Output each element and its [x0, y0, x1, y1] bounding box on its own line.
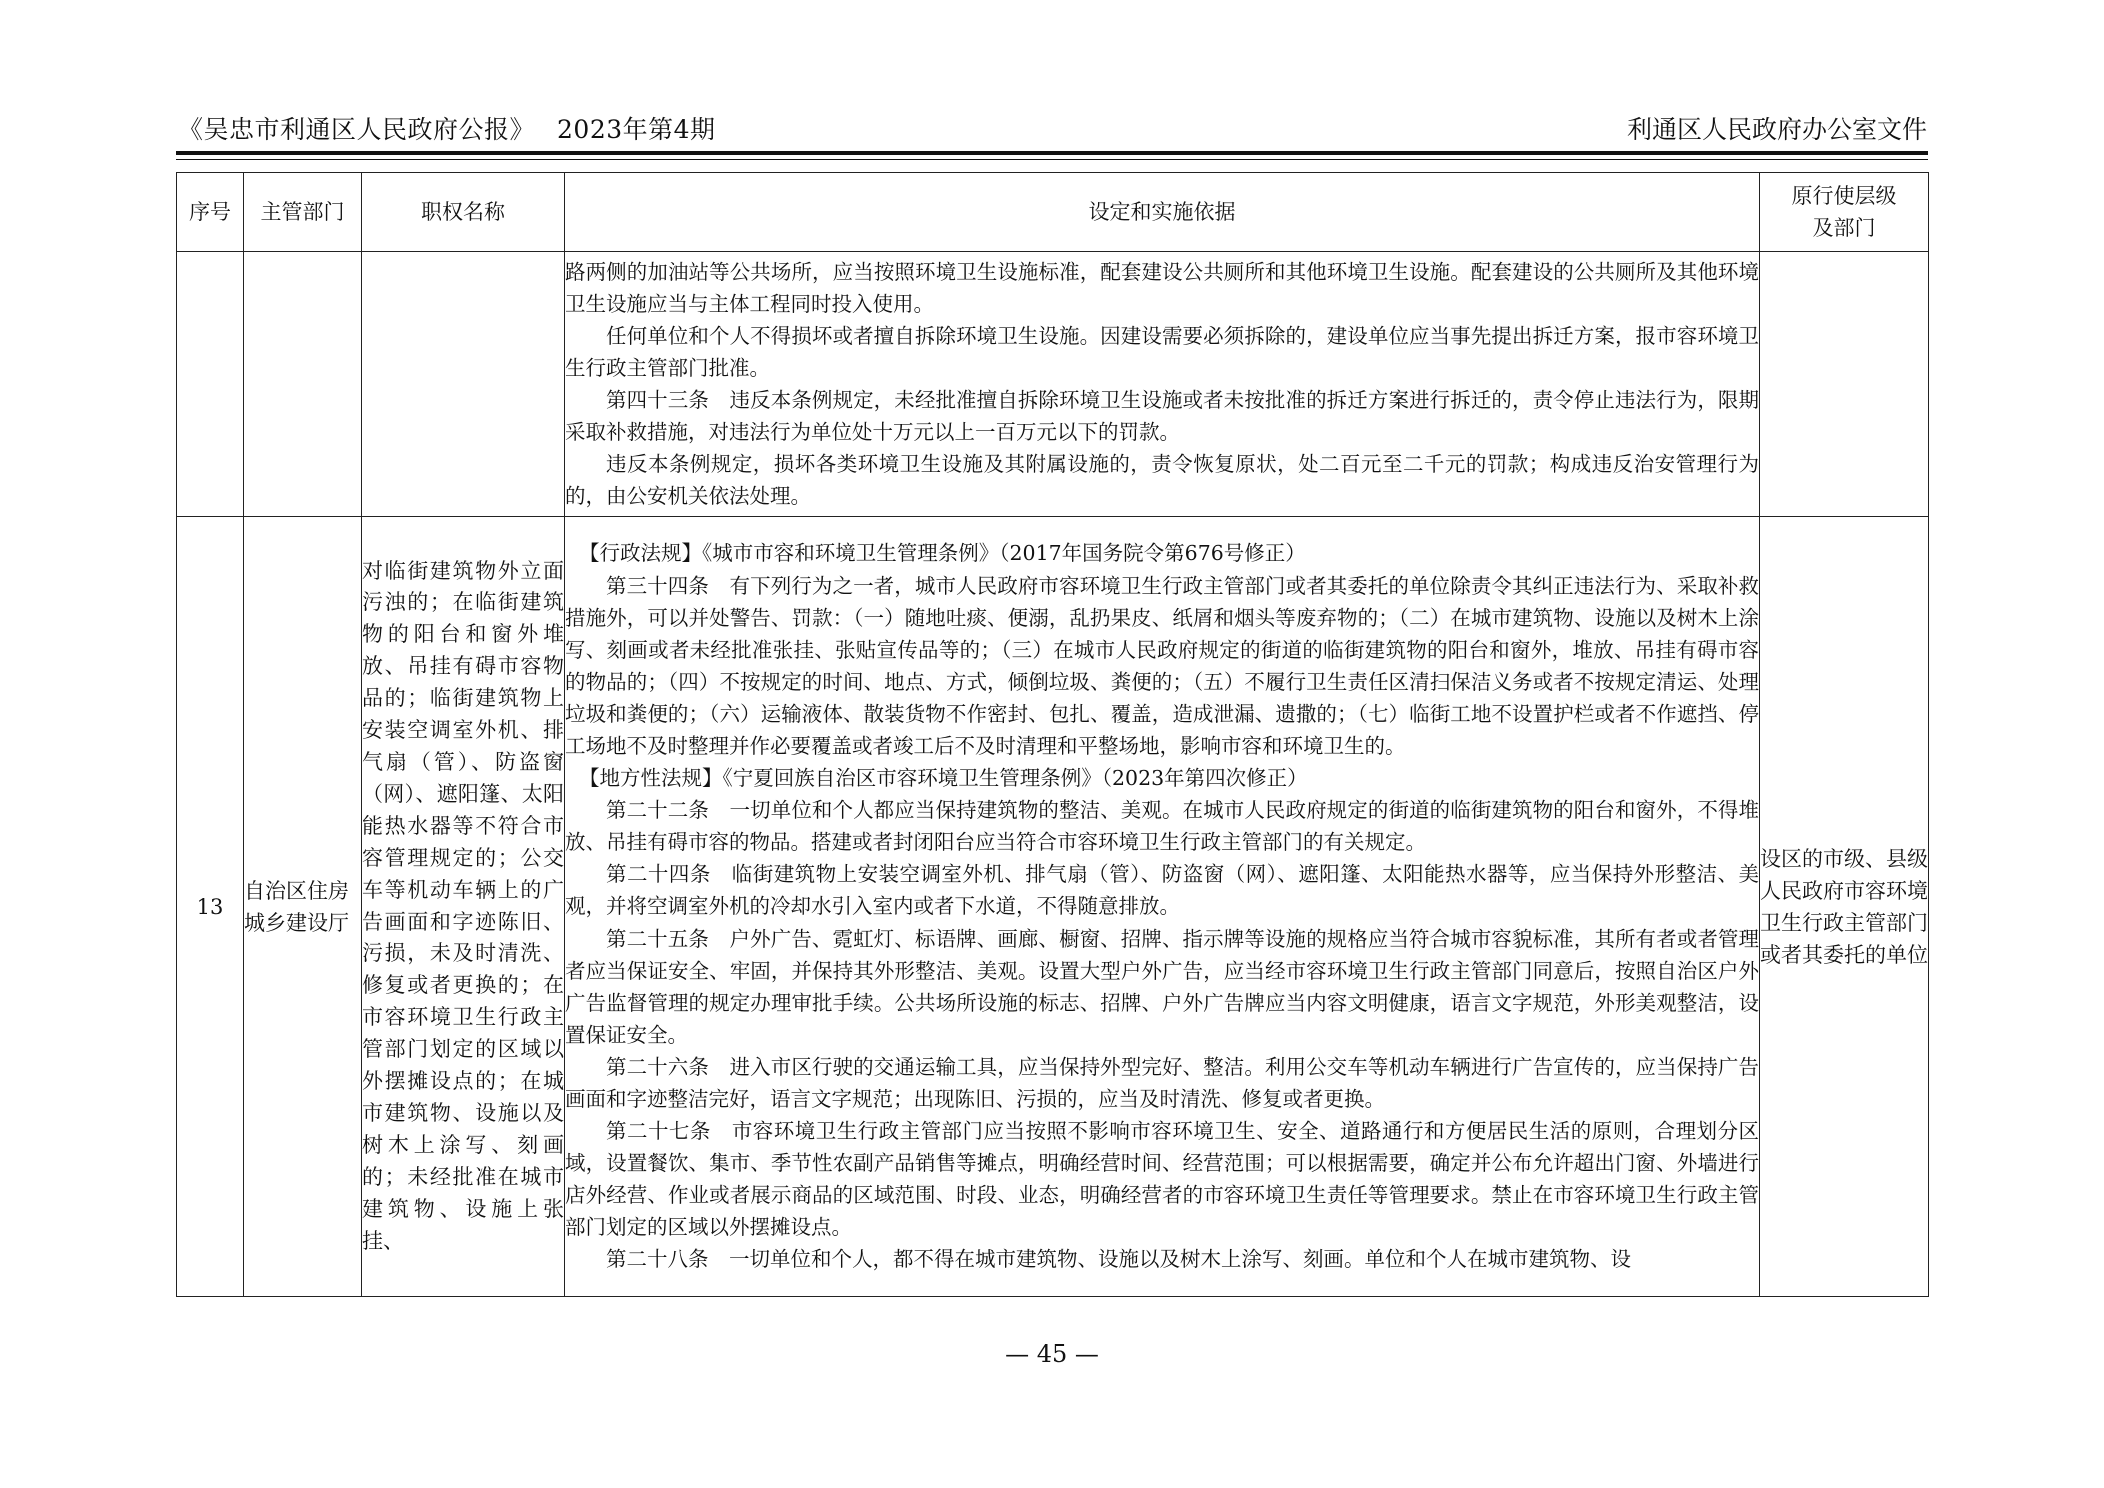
cell-dept-continued [244, 252, 362, 517]
authority-table [176, 172, 1929, 1297]
table-row-13 [177, 517, 1929, 1297]
col-header-dept: 主管部门 [244, 173, 362, 252]
cell-seq-continued [177, 252, 244, 517]
basis-article-22: 第二十二条 一切单位和个人都应当保持建筑物的整洁、美观。在城市人民政府规定的街道的临街建筑物的阳台和窗外，不得堆放、吊挂有碍市容的物品。搭建或者封闭阳台应当符合市容环境卫生行政主管部门的有关规定。 [565, 798, 1759, 855]
basis-paragraph: 违反本条例规定，损坏各类环境卫生设施及其附属设施的，责令恢复原状，处二百元至二千元的罚款；构成违反治安管理行为的，由公安机关依法处理。 [565, 452, 1759, 509]
cell-level-continued [1760, 252, 1929, 517]
col-header-seq: 序号 [177, 173, 244, 252]
publication-title: 《吴忠市利通区人民政府公报》 [178, 115, 536, 144]
cell-basis-continued [565, 252, 1760, 517]
issue-number: 2023年第4期 [557, 115, 716, 144]
basis-paragraph: 第四十三条 违反本条例规定，未经批准擅自拆除环境卫生设施或者未按批准的拆迁方案进行拆迁的，责令停止违法行为，限期采取补救措施，对违法行为单位处十万元以上一百万元以下的罚款。 [565, 388, 1759, 445]
basis-article-27: 第二十七条 市容环境卫生行政主管部门应当按照不影响市容环境卫生、安全、道路通行和方便居民生活的原则，合理划分区域，设置餐饮、集市、季节性农副产品销售等摊点，明确经营时间、经营范围；可以根据需要，确定并公布允许超出门窗、外墙进行店外经营、作业或者展示商品的区域范围、时段、业态，明确经营者的市容环境卫生责任等管理要求。禁止在市容环境卫生行政主管部门划定的区域以外摆摊设点。 [565, 1119, 1759, 1240]
table-row-continued [177, 252, 1929, 517]
header-rule-thick [176, 151, 1928, 155]
page-number: — 45 — [1005, 1340, 1099, 1368]
cell-level-13: 设区的市级、县级人民政府市容环境卫生行政主管部门或者其委托的单位 [1760, 517, 1929, 1297]
cell-power-continued [362, 252, 565, 517]
cell-basis-13 [565, 517, 1760, 1297]
basis-heading-local-regulation: 【地方性法规】《宁夏回族自治区市容环境卫生管理条例》（2023年第四次修正） [579, 766, 1308, 791]
cell-power-13: 对临街建筑物外立面污浊的；在临街建筑物的阳台和窗外堆放、吊挂有碍市容物品的；临街建筑物上安装空调室外机、排气扇（管）、防盗窗（网）、遮阳篷、太阳能热水器等不符合市容管理规定的；公交车等机动车辆上的广告画面和字迹陈旧、污损，未及时清洗、修复或者更换的；在市容环境卫生行政主管部门划定的区域以外摆摊设点的；在城市建筑物、设施以及树木上涂写、刻画的；未经批准在城市建筑物、设施上张挂、 [362, 517, 565, 1297]
col-header-basis: 设定和实施依据 [565, 173, 1760, 252]
cell-dept-13: 自治区住房城乡建设厅 [244, 517, 362, 1297]
table-header-row [177, 173, 1929, 252]
running-header-left [178, 110, 716, 146]
basis-article-28: 第二十八条 一切单位和个人，都不得在城市建筑物、设施以及树木上涂写、刻画。单位和个人在城市建筑物、设 [606, 1247, 1631, 1272]
basis-article-25: 第二十五条 户外广告、霓虹灯、标语牌、画廊、橱窗、招牌、指示牌等设施的规格应当符合城市容貌标准，其所有者或者管理者应当保证安全、牢固，并保持其外形整洁、美观。设置大型户外广告，应当经市容环境卫生行政主管部门同意后，按照自治区户外广告监督管理的规定办理审批手续。公共场所设施的标志、招牌、户外广告牌应当内容文明健康，语言文字规范，外形美观整洁，设置保证安全。 [565, 926, 1759, 1047]
basis-paragraph: 路两侧的加油站等公共场所，应当按照环境卫生设施标准，配套建设公共厕所和其他环境卫生设施。配套建设的公共厕所及其他环境卫生设施应当与主体工程同时投入使用。 [565, 259, 1759, 316]
basis-heading-admin-regulation: 【行政法规】《城市市容和环境卫生管理条例》（2017年国务院令第676号修正） [579, 541, 1306, 566]
header-rule-thin [176, 159, 1928, 160]
basis-article-24: 第二十四条 临街建筑物上安装空调室外机、排气扇（管）、防盗窗（网）、遮阳篷、太阳能热水器等，应当保持外形整洁、美观，并将空调室外机的冷却水引入室内或者下水道，不得随意排放。 [565, 862, 1759, 919]
basis-article-34: 第三十四条 有下列行为之一者，城市人民政府市容环境卫生行政主管部门或者其委托的单位除责令其纠正违法行为、采取补救措施外，可以并处警告、罚款：（一）随地吐痰、便溺，乱扔果皮、纸屑和烟头等废弃物的；（二）在城市建筑物、设施以及树木上涂写、刻画或者未经批准张挂、张贴宣传品等的；（三）在城市人民政府规定的街道的临街建筑物的阳台和窗外，堆放、吊挂有碍市容的物品的；（四）不按规定的时间、地点、方式，倾倒垃圾、粪便的；（五）不履行卫生责任区清扫保洁义务或者不按规定清运、处理垃圾和粪便的；（六）运输液体、散装货物不作密封、包扎、覆盖，造成泄漏、遗撒的；（七）临街工地不设置护栏或者不作遮挡、停工场地不及时整理并作必要覆盖或者竣工后不及时清理和平整场地，影响市容和环境卫生的。 [565, 573, 1759, 758]
basis-paragraph: 任何单位和个人不得损坏或者擅自拆除环境卫生设施。因建设需要必须拆除的，建设单位应当事先提出拆迁方案，报市容环境卫生行政主管部门批准。 [565, 323, 1759, 380]
cell-seq-13: 13 [177, 517, 244, 1297]
basis-article-26: 第二十六条 进入市区行驶的交通运输工具，应当保持外型完好、整洁。利用公交车等机动车辆进行广告宣传的，应当保持广告画面和字迹整洁完好，语言文字规范；出现陈旧、污损的，应当及时清洗、修复或者更换。 [565, 1054, 1759, 1112]
running-header-right: 利通区人民政府办公室文件 [1626, 115, 1927, 144]
col-header-level: 原行使层级 及部门 [1760, 173, 1929, 252]
col-header-power: 职权名称 [362, 173, 565, 252]
